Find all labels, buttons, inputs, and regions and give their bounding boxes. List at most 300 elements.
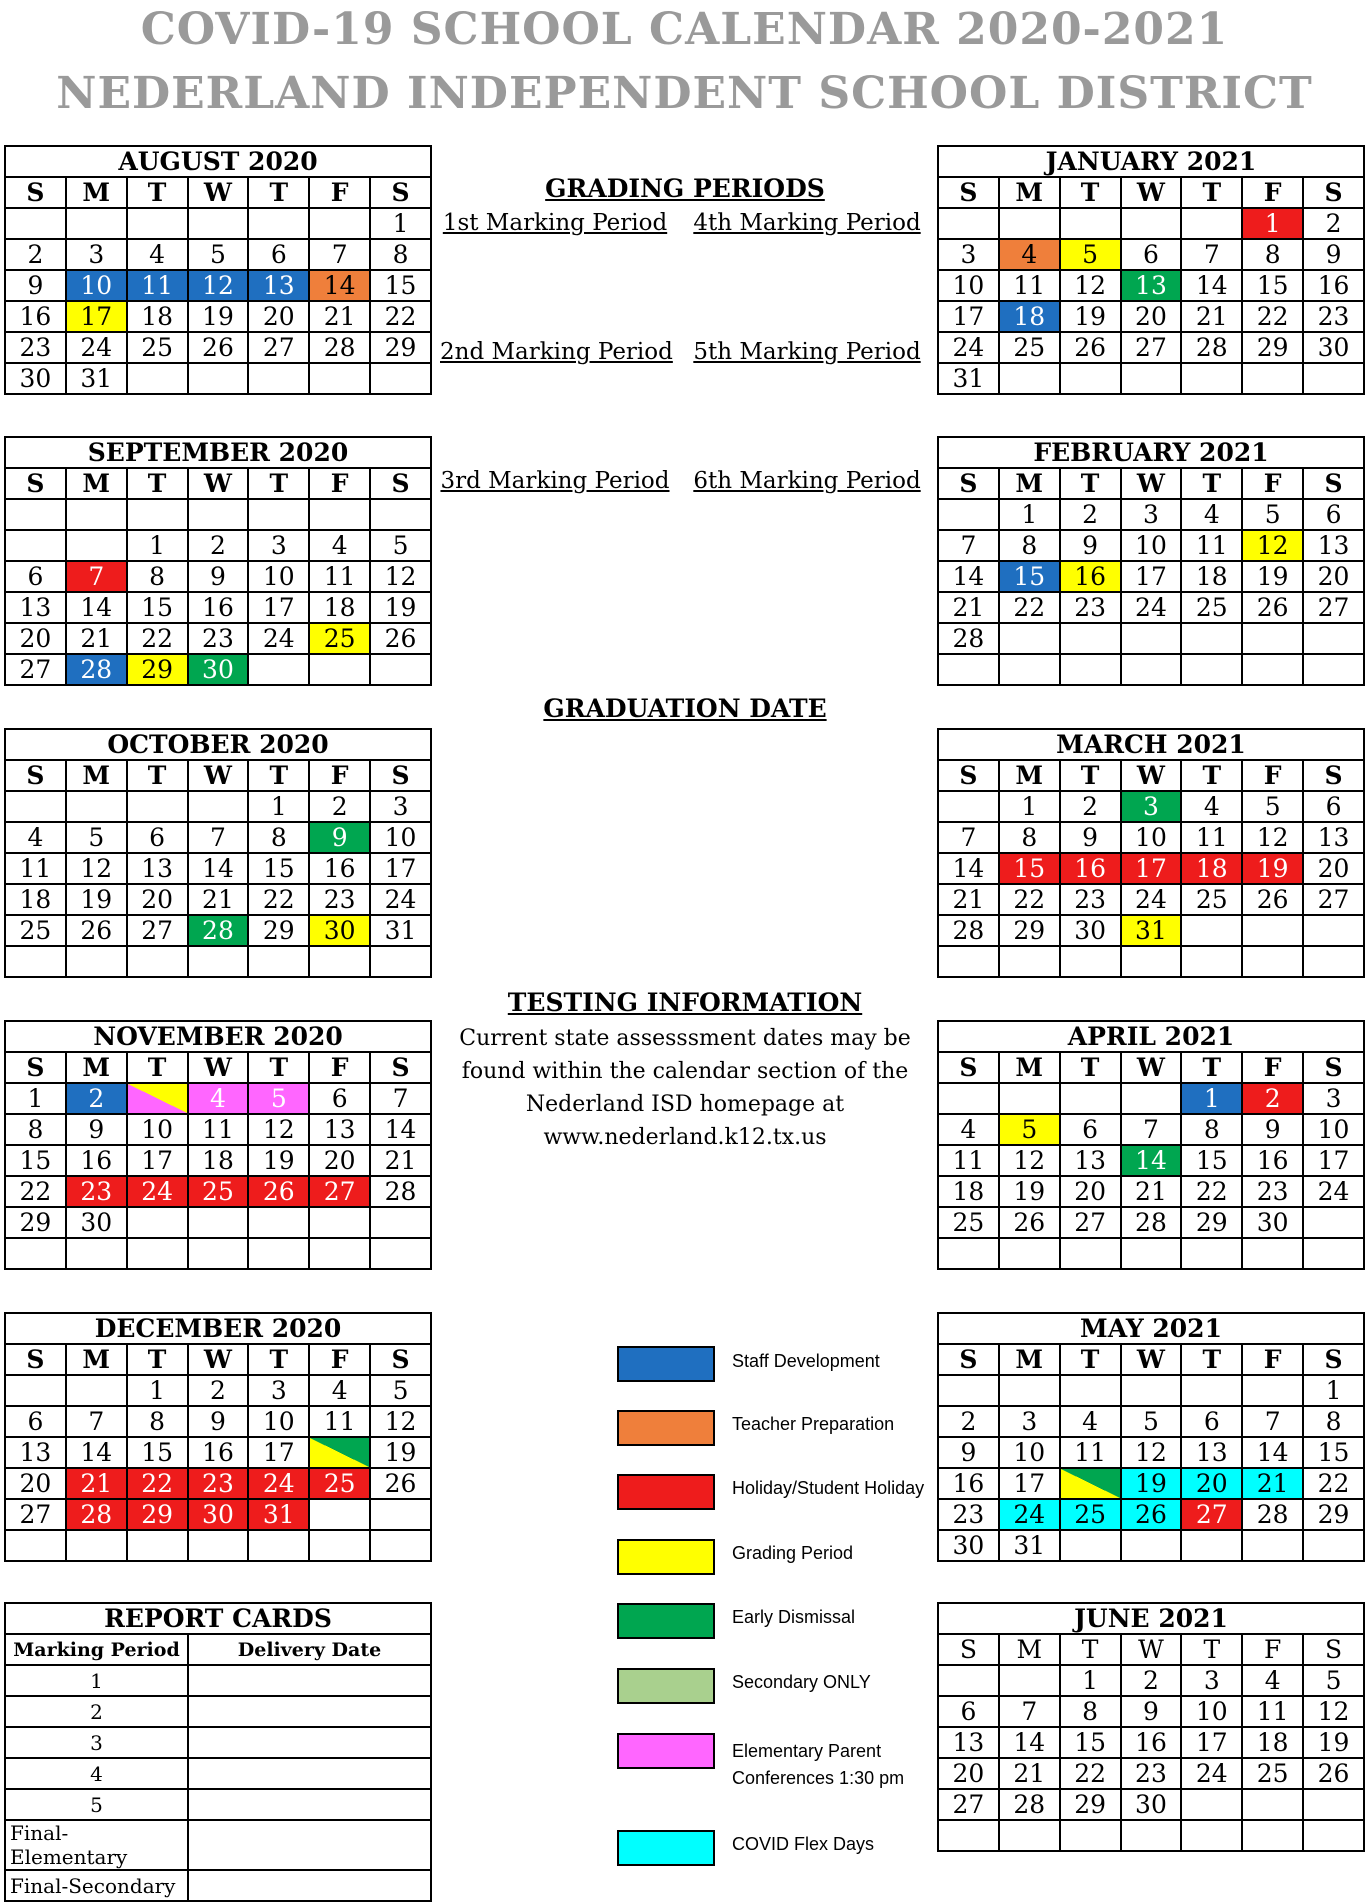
report-card-delivery-cell — [188, 1820, 431, 1870]
day-cell: 10 — [999, 1437, 1060, 1468]
day-cell: 28 — [938, 623, 999, 654]
day-cell: 19 — [188, 301, 249, 332]
empty-day-cell — [188, 208, 249, 239]
day-cell: 15 — [1303, 1437, 1364, 1468]
day-cell: 17 — [999, 1468, 1060, 1499]
weekday-header: T — [1181, 468, 1242, 499]
day-cell: 6 — [309, 1083, 370, 1114]
weekday-header: M — [999, 1634, 1060, 1665]
report-cards-col-marking-period: Marking Period — [5, 1634, 188, 1665]
calendar-november — [4, 1020, 432, 1270]
day-cell: 21 — [188, 884, 249, 915]
empty-day-cell — [1060, 1375, 1121, 1406]
day-cell: 11 — [309, 561, 370, 592]
day-cell: 5 — [1303, 1665, 1364, 1696]
day-cell: 7 — [66, 561, 127, 592]
empty-day-cell — [1181, 363, 1242, 394]
weekday-header: S — [1303, 1344, 1364, 1375]
empty-day-cell — [66, 530, 127, 561]
empty-day-cell — [370, 1499, 431, 1530]
day-cell: 24 — [1181, 1758, 1242, 1789]
weekday-header: S — [1303, 760, 1364, 791]
empty-day-cell — [1121, 1238, 1182, 1269]
day-cell: 9 — [1303, 239, 1364, 270]
day-cell: 29 — [1181, 1207, 1242, 1238]
day-cell: 31 — [938, 363, 999, 394]
day-cell: 15 — [127, 1437, 188, 1468]
empty-day-cell — [5, 499, 66, 530]
day-cell: 19 — [1242, 853, 1303, 884]
day-cell: 22 — [248, 884, 309, 915]
weekday-header: T — [127, 468, 188, 499]
day-cell: 25 — [1242, 1758, 1303, 1789]
day-cell: 29 — [127, 1499, 188, 1530]
weekday-header: F — [1242, 177, 1303, 208]
day-cell: 16 — [66, 1145, 127, 1176]
day-cell: 2 — [1303, 208, 1364, 239]
empty-day-cell — [127, 208, 188, 239]
day-cell: 28 — [309, 332, 370, 363]
weekday-header: W — [1121, 177, 1182, 208]
day-cell: 22 — [127, 623, 188, 654]
day-cell: 16 — [1060, 561, 1121, 592]
day-cell: 31 — [1121, 915, 1182, 946]
weekday-header: F — [1242, 1344, 1303, 1375]
report-card-row-label: 4 — [5, 1758, 188, 1789]
day-cell: 1 — [1060, 1665, 1121, 1696]
day-cell: 12 — [1303, 1696, 1364, 1727]
empty-day-cell — [1303, 1238, 1364, 1269]
day-cell: 15 — [370, 270, 431, 301]
day-cell: 30 — [188, 1499, 249, 1530]
empty-day-cell — [370, 1238, 431, 1269]
weekday-header: T — [1181, 760, 1242, 791]
empty-day-cell — [188, 1238, 249, 1269]
empty-day-cell — [1303, 363, 1364, 394]
day-cell: 22 — [5, 1176, 66, 1207]
day-cell: 2 — [1121, 1665, 1182, 1696]
day-cell: 6 — [1303, 791, 1364, 822]
weekday-header: S — [1303, 468, 1364, 499]
empty-day-cell — [5, 791, 66, 822]
empty-day-cell — [1242, 654, 1303, 685]
empty-day-cell — [1242, 1375, 1303, 1406]
empty-day-cell — [309, 363, 370, 394]
empty-day-cell — [1121, 1530, 1182, 1561]
day-cell: 26 — [248, 1176, 309, 1207]
day-cell: 27 — [309, 1176, 370, 1207]
empty-day-cell — [188, 791, 249, 822]
testing-info-header: TESTING INFORMATION — [507, 988, 863, 1017]
testing-info-link[interactable]: www.nederland.k12.tx.us — [543, 1125, 827, 1150]
day-cell: 13 — [938, 1727, 999, 1758]
day-cell: 27 — [1060, 1207, 1121, 1238]
empty-day-cell — [1242, 1789, 1303, 1820]
empty-day-cell — [1121, 946, 1182, 977]
day-cell: 28 — [1242, 1499, 1303, 1530]
day-cell: 5 — [1242, 791, 1303, 822]
day-cell: 27 — [1121, 332, 1182, 363]
month-title: OCTOBER 2020 — [5, 729, 431, 760]
day-cell: 21 — [938, 884, 999, 915]
testing-info-line-3: Nederland ISD homepage at — [525, 1092, 845, 1117]
day-cell: 8 — [999, 822, 1060, 853]
day-cell: 7 — [938, 822, 999, 853]
empty-day-cell — [309, 499, 370, 530]
day-cell: 2 — [66, 1083, 127, 1114]
weekday-header: M — [999, 1344, 1060, 1375]
day-cell: 6 — [5, 1406, 66, 1437]
day-cell: 7 — [999, 1696, 1060, 1727]
marking-period-1: 1st Marking Period — [442, 210, 668, 236]
day-cell: 30 — [5, 363, 66, 394]
day-cell: 12 — [188, 270, 249, 301]
day-cell: 22 — [127, 1468, 188, 1499]
day-cell: 28 — [1181, 332, 1242, 363]
weekday-header: M — [999, 1052, 1060, 1083]
empty-day-cell — [1303, 1789, 1364, 1820]
day-cell: 20 — [5, 623, 66, 654]
day-cell: 10 — [248, 1406, 309, 1437]
day-cell: 30 — [1242, 1207, 1303, 1238]
empty-day-cell — [1060, 1083, 1121, 1114]
marking-period-3: 3rd Marking Period — [440, 468, 670, 494]
weekday-header: T — [248, 1344, 309, 1375]
day-cell: 11 — [127, 270, 188, 301]
day-cell: 13 — [1121, 270, 1182, 301]
day-cell: 15 — [248, 853, 309, 884]
day-cell: 11 — [938, 1145, 999, 1176]
day-cell: 30 — [188, 654, 249, 685]
weekday-header: S — [370, 1052, 431, 1083]
day-cell: 30 — [1121, 1789, 1182, 1820]
day-cell: 20 — [5, 1468, 66, 1499]
empty-day-cell — [999, 946, 1060, 977]
empty-day-cell — [1060, 946, 1121, 977]
empty-day-cell — [1303, 915, 1364, 946]
day-cell: 23 — [1060, 884, 1121, 915]
day-cell: 22 — [370, 301, 431, 332]
weekday-header: T — [1060, 760, 1121, 791]
calendar-april — [937, 1020, 1365, 1270]
day-cell: 11 — [309, 1406, 370, 1437]
weekday-header: T — [248, 760, 309, 791]
day-cell: 16 — [5, 301, 66, 332]
weekday-header: T — [1060, 468, 1121, 499]
day-cell: 19 — [248, 1145, 309, 1176]
day-cell: 27 — [127, 915, 188, 946]
calendar-december — [4, 1312, 432, 1562]
day-cell: 7 — [309, 239, 370, 270]
month-title: FEBRUARY 2021 — [938, 437, 1364, 468]
day-cell: 3 — [66, 239, 127, 270]
legend-swatch-covid-flex — [617, 1830, 715, 1866]
day-cell: 23 — [188, 1468, 249, 1499]
day-cell: 23 — [1303, 301, 1364, 332]
day-cell: 13 — [309, 1114, 370, 1145]
day-cell: 20 — [1121, 301, 1182, 332]
day-cell: 8 — [1303, 1406, 1364, 1437]
weekday-header: T — [1181, 1634, 1242, 1665]
day-cell: 14 — [188, 853, 249, 884]
day-cell: 25 — [1181, 884, 1242, 915]
weekday-header: T — [127, 1052, 188, 1083]
day-cell: 3 — [999, 1406, 1060, 1437]
empty-day-cell — [1181, 915, 1242, 946]
day-cell: 23 — [1121, 1758, 1182, 1789]
weekday-header: T — [127, 177, 188, 208]
day-cell: 7 — [188, 822, 249, 853]
marking-period-6: 6th Marking Period — [693, 468, 921, 494]
empty-day-cell — [248, 208, 309, 239]
empty-day-cell — [999, 363, 1060, 394]
day-cell: 1 — [248, 791, 309, 822]
day-cell: 3 — [938, 239, 999, 270]
weekday-header: S — [1303, 177, 1364, 208]
day-cell: 2 — [188, 1375, 249, 1406]
day-cell: 18 — [127, 301, 188, 332]
day-cell: 16 — [1060, 853, 1121, 884]
day-cell: 8 — [1181, 1114, 1242, 1145]
month-title: SEPTEMBER 2020 — [5, 437, 431, 468]
day-cell: 24 — [1121, 592, 1182, 623]
day-cell: 26 — [1121, 1499, 1182, 1530]
day-cell: 21 — [1181, 301, 1242, 332]
day-cell: 14 — [66, 592, 127, 623]
empty-day-cell — [1242, 915, 1303, 946]
legend-label-secondary-only: Secondary ONLY — [732, 1672, 871, 1692]
weekday-header: S — [370, 177, 431, 208]
day-cell: 27 — [248, 332, 309, 363]
testing-info-line-1: Current state assesssment dates may be — [459, 1026, 911, 1051]
empty-day-cell — [999, 1083, 1060, 1114]
empty-day-cell — [1242, 1238, 1303, 1269]
month-title: AUGUST 2020 — [5, 146, 431, 177]
empty-day-cell — [127, 1083, 188, 1114]
day-cell: 3 — [248, 1375, 309, 1406]
weekday-header: W — [1121, 468, 1182, 499]
weekday-header: F — [309, 1052, 370, 1083]
day-cell: 16 — [1121, 1727, 1182, 1758]
empty-day-cell — [999, 1820, 1060, 1851]
day-cell: 5 — [188, 239, 249, 270]
day-cell: 27 — [5, 1499, 66, 1530]
calendar-february — [937, 436, 1365, 686]
weekday-header: W — [188, 1052, 249, 1083]
empty-day-cell — [938, 791, 999, 822]
weekday-header: F — [309, 177, 370, 208]
day-cell: 4 — [1242, 1665, 1303, 1696]
day-cell: 15 — [1060, 1727, 1121, 1758]
month-title: DECEMBER 2020 — [5, 1313, 431, 1344]
weekday-header: S — [938, 1344, 999, 1375]
empty-day-cell — [248, 499, 309, 530]
day-cell: 14 — [999, 1727, 1060, 1758]
day-cell: 9 — [1060, 530, 1121, 561]
day-cell: 19 — [1242, 561, 1303, 592]
day-cell: 10 — [1121, 530, 1182, 561]
day-cell: 15 — [1181, 1145, 1242, 1176]
empty-day-cell — [188, 363, 249, 394]
empty-day-cell — [66, 208, 127, 239]
legend-swatch-grading-period — [617, 1539, 715, 1575]
report-card-delivery-cell — [188, 1789, 431, 1820]
weekday-header: T — [1181, 177, 1242, 208]
day-cell: 27 — [1303, 884, 1364, 915]
day-cell: 25 — [999, 332, 1060, 363]
day-cell: 9 — [188, 561, 249, 592]
day-cell: 2 — [1060, 499, 1121, 530]
day-cell: 23 — [1242, 1176, 1303, 1207]
day-cell: 22 — [1303, 1468, 1364, 1499]
legend-swatch-teacher-preparation — [617, 1410, 715, 1446]
day-cell: 2 — [1242, 1083, 1303, 1114]
weekday-header: T — [127, 1344, 188, 1375]
day-cell: 26 — [370, 1468, 431, 1499]
empty-day-cell — [1303, 654, 1364, 685]
empty-day-cell — [5, 1530, 66, 1561]
weekday-header: M — [999, 468, 1060, 499]
day-cell: 19 — [1060, 301, 1121, 332]
day-cell: 19 — [1303, 1727, 1364, 1758]
day-cell: 14 — [309, 270, 370, 301]
day-cell: 10 — [66, 270, 127, 301]
day-cell: 5 — [248, 1083, 309, 1114]
empty-day-cell — [1060, 1820, 1121, 1851]
day-cell: 5 — [370, 530, 431, 561]
empty-day-cell — [127, 946, 188, 977]
month-title: NOVEMBER 2020 — [5, 1021, 431, 1052]
weekday-header: M — [66, 1344, 127, 1375]
day-cell: 4 — [127, 239, 188, 270]
day-cell: 4 — [1181, 791, 1242, 822]
day-cell: 26 — [1242, 884, 1303, 915]
empty-day-cell — [1121, 1820, 1182, 1851]
weekday-header: W — [1121, 1634, 1182, 1665]
empty-day-cell — [309, 1437, 370, 1468]
empty-day-cell — [309, 1530, 370, 1561]
day-cell: 22 — [1242, 301, 1303, 332]
month-title: JANUARY 2021 — [938, 146, 1364, 177]
day-cell: 9 — [309, 822, 370, 853]
empty-day-cell — [1181, 946, 1242, 977]
day-cell: 28 — [1121, 1207, 1182, 1238]
empty-day-cell — [66, 1530, 127, 1561]
empty-day-cell — [1121, 363, 1182, 394]
day-cell: 2 — [188, 530, 249, 561]
day-cell: 20 — [1303, 561, 1364, 592]
graduation-date-header: GRADUATION DATE — [543, 694, 827, 723]
day-cell: 14 — [370, 1114, 431, 1145]
day-cell: 29 — [1060, 1789, 1121, 1820]
weekday-header: S — [938, 468, 999, 499]
day-cell: 14 — [938, 561, 999, 592]
day-cell: 23 — [938, 1499, 999, 1530]
month-title: MARCH 2021 — [938, 729, 1364, 760]
weekday-header: W — [188, 177, 249, 208]
empty-day-cell — [188, 499, 249, 530]
weekday-header: F — [1242, 468, 1303, 499]
report-cards-table — [4, 1602, 432, 1902]
day-cell: 4 — [309, 1375, 370, 1406]
empty-day-cell — [370, 363, 431, 394]
empty-day-cell — [5, 1375, 66, 1406]
day-cell: 5 — [1121, 1406, 1182, 1437]
empty-day-cell — [127, 1530, 188, 1561]
day-cell: 17 — [66, 301, 127, 332]
day-cell: 30 — [1303, 332, 1364, 363]
empty-day-cell — [5, 1238, 66, 1269]
day-cell: 15 — [999, 853, 1060, 884]
day-cell: 7 — [938, 530, 999, 561]
calendar-october — [4, 728, 432, 978]
day-cell: 18 — [1181, 853, 1242, 884]
weekday-header: S — [370, 760, 431, 791]
day-cell: 13 — [5, 1437, 66, 1468]
empty-day-cell — [938, 499, 999, 530]
day-cell: 24 — [248, 1468, 309, 1499]
report-card-row-label: 1 — [5, 1665, 188, 1696]
empty-day-cell — [248, 363, 309, 394]
day-cell: 22 — [999, 592, 1060, 623]
day-cell: 3 — [1303, 1083, 1364, 1114]
day-cell: 14 — [1121, 1145, 1182, 1176]
weekday-header: S — [938, 1052, 999, 1083]
day-cell: 6 — [5, 561, 66, 592]
day-cell: 17 — [1181, 1727, 1242, 1758]
report-card-row-label: Final-Elementary — [5, 1820, 188, 1870]
day-cell: 7 — [370, 1083, 431, 1114]
day-cell: 13 — [1181, 1437, 1242, 1468]
day-cell: 29 — [370, 332, 431, 363]
day-cell: 29 — [1242, 332, 1303, 363]
empty-day-cell — [248, 946, 309, 977]
day-cell: 22 — [1060, 1758, 1121, 1789]
day-cell: 1 — [370, 208, 431, 239]
weekday-header: T — [1060, 1634, 1121, 1665]
day-cell: 9 — [938, 1437, 999, 1468]
empty-day-cell — [127, 499, 188, 530]
day-cell: 31 — [66, 363, 127, 394]
day-cell: 25 — [1060, 1499, 1121, 1530]
month-title: JUNE 2021 — [938, 1603, 1364, 1634]
legend-label-covid-flex: COVID Flex Days — [732, 1834, 875, 1854]
day-cell: 11 — [1181, 822, 1242, 853]
empty-day-cell — [1060, 363, 1121, 394]
day-cell: 25 — [5, 915, 66, 946]
empty-day-cell — [66, 946, 127, 977]
day-cell: 26 — [999, 1207, 1060, 1238]
day-cell: 6 — [938, 1696, 999, 1727]
weekday-header: W — [1121, 1344, 1182, 1375]
day-cell: 3 — [1121, 499, 1182, 530]
day-cell: 2 — [5, 239, 66, 270]
day-cell: 17 — [1121, 561, 1182, 592]
day-cell: 20 — [248, 301, 309, 332]
day-cell: 6 — [1060, 1114, 1121, 1145]
calendar-may — [937, 1312, 1365, 1562]
calendar-january — [937, 145, 1365, 395]
day-cell: 1 — [5, 1083, 66, 1114]
weekday-header: S — [370, 468, 431, 499]
day-cell: 19 — [66, 884, 127, 915]
empty-day-cell — [1121, 623, 1182, 654]
report-card-row-label: 5 — [5, 1789, 188, 1820]
legend-swatch-early-dismissal — [617, 1603, 715, 1639]
day-cell: 16 — [1242, 1145, 1303, 1176]
day-cell: 12 — [1242, 822, 1303, 853]
day-cell: 27 — [938, 1789, 999, 1820]
